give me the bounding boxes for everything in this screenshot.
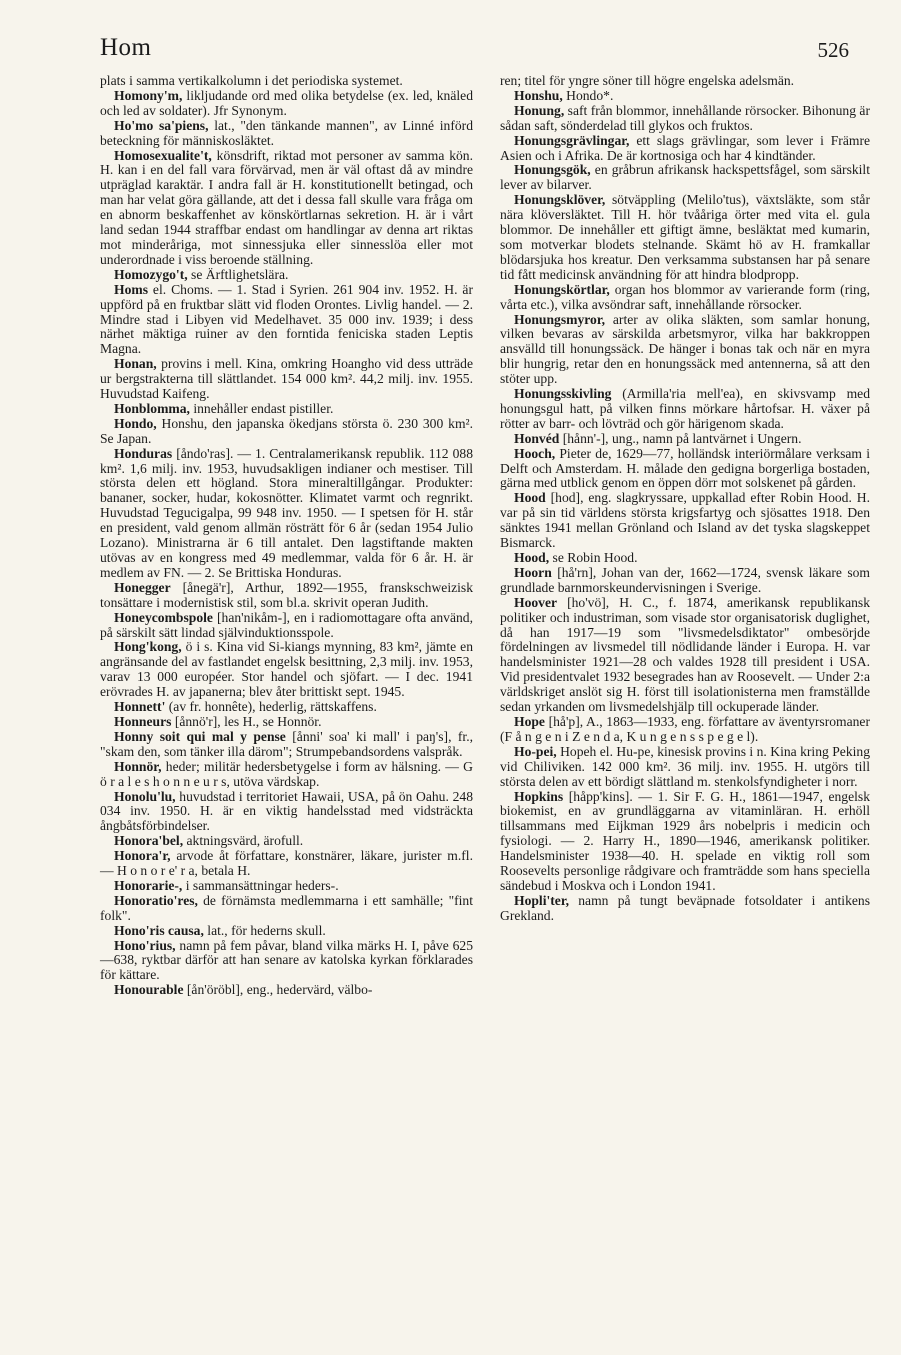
- entry-definition: [ån'öröbl], eng., hedervärd, välbo-: [183, 982, 373, 998]
- dictionary-entry: [500, 89, 870, 104]
- dictionary-entry: [100, 834, 473, 849]
- entry-term: Hono'rius,: [114, 937, 176, 953]
- dictionary-entry: [100, 447, 473, 581]
- entry-term: Hondo,: [114, 415, 157, 431]
- entry-term: Ho'mo sa'piens,: [114, 117, 209, 133]
- dictionary-entry: [500, 134, 870, 164]
- entry-definition: en gråbrun afrikansk hackspettsfågel, som särskilt lever av bilarver.: [500, 162, 870, 193]
- entry-definition: arvode åt författare, konstnärer, läkare, jurister m.fl. — H o n o r e' r a, betala H.: [100, 848, 473, 879]
- entry-term: Honung,: [514, 102, 565, 118]
- dictionary-entry: [500, 491, 870, 551]
- dictionary-entry: [100, 790, 473, 835]
- entry-definition: ett slags grävlingar, som lever i Främre Asien och i Afrika. De är kortnosiga och har 4 kindtänder.: [500, 132, 870, 163]
- entry-definition: namn på fem påvar, bland vilka märks H. I, påve 625—638, ryktbar därför att han senare av katolska kyrkan förklarades för kättare.: [100, 937, 473, 983]
- dictionary-entry: [100, 417, 473, 447]
- entry-definition: heder; militär hedersbetygelse i form av hälsning. — G ö r a l e s h o n n e u r s, utöva värdskap.: [100, 758, 473, 789]
- entry-definition: [hod], eng. slagkryssare, uppkallad efter Robin Hood. H. var på sin tid världens största krigsfartyg och sjösattes 1918. Den sänktes 1941 mellan Grönland och Island av det tyska slagskeppet Bismarck.: [500, 490, 870, 551]
- entry-term: Homosexualite't,: [114, 147, 212, 163]
- entry-term: Honnör,: [114, 758, 162, 774]
- entry-term: Honblomma,: [114, 400, 190, 416]
- entry-term: Homs: [114, 281, 148, 297]
- entry-term: Honan,: [114, 356, 157, 372]
- entry-term: Honeycombspole: [114, 609, 213, 625]
- entry-term: Honungsgök,: [514, 162, 591, 178]
- dictionary-entry: [100, 700, 473, 715]
- entry-definition: se Robin Hood.: [549, 550, 638, 565]
- entry-definition: se Ärftlighetslära.: [187, 266, 289, 282]
- dictionary-entry: [500, 894, 870, 924]
- entry-definition: [hå'rn], Johan van der, 1662—1724, svensk läkare som grundlade barnmorskeundervisningen i Sverige.: [500, 564, 870, 595]
- dictionary-entry: [500, 193, 870, 282]
- entry-term: Honungsskivling: [514, 386, 612, 402]
- dictionary-entry: [100, 357, 473, 402]
- entry-definition: [han'nikåm-], en i radiomottagare ofta använd, på särskilt sätt lindad självinduktionsspole.: [100, 609, 473, 640]
- entry-definition: likljudande ord med olika betydelse (ex. led, knäled och led av soldater). Jfr Synonym.: [100, 87, 473, 118]
- entry-term: Honvéd: [514, 430, 560, 446]
- entry-term: Honny soit qui mal y pense: [114, 728, 286, 744]
- entry-definition: aktningsvärd, ärofull.: [183, 833, 304, 849]
- dictionary-entry: [500, 163, 870, 193]
- entry-definition: [åndo'ras]. — 1. Centralamerikansk republik. 112 088 km². 1,6 milj. inv. 1953, huvudsakligen indianer och mestiser. Till största delen ett högland. Stora mineraltillgångar. Produkter: bananer, socker, hudar, kokosnötter. Klimatet varmt och regnrikt. Huvudstad Tegucigalpa, 99 948 inv. 1950. — I spetsen för H. står en president, vald genom allmän rösträtt för 6 år (sedan 1954 Julio Lozano). Ministrarna är 6 till antalet. Den lagstiftande makten utövas av en kongress med 49 medlemmar, valda för 6 år. H. är medlem av FN. — 2. Se Brittiska Honduras.: [100, 445, 473, 580]
- entry-term: Hopli'ter,: [514, 892, 570, 908]
- right-column: [500, 74, 870, 924]
- dictionary-entry: [100, 149, 473, 268]
- entry-term: Honegger: [114, 579, 171, 595]
- entry-definition: [hånn'-], ung., namn på lantvärnet i Ungern.: [559, 430, 802, 446]
- dictionary-entry: [500, 596, 870, 715]
- entry-term: Honshu,: [514, 87, 563, 103]
- entry-definition: provins i mell. Kina, omkring Hoangho vid dess utträde ur bergstrakterna till slättlandet. 154 000 km². 44,2 milj. inv. 1955. Huvudstad Kaifeng.: [100, 356, 473, 402]
- entry-definition: ren; titel för yngre söner till högre engelska adelsmän.: [500, 73, 795, 88]
- entry-term: Hope: [514, 713, 545, 729]
- dictionary-entry: [100, 730, 473, 760]
- page-number: 526: [817, 38, 849, 62]
- entry-definition: [hå'p], A., 1863—1933, eng. författare av äventyrsromaner (F å n g e n i Z e n d a, K u n g e n s s p e g e l).: [500, 713, 870, 744]
- entry-term: Honneurs: [114, 713, 172, 729]
- dictionary-entry: [500, 104, 870, 134]
- entry-definition: [ho'vö], H. C., f. 1874, amerikansk republikansk politiker och industriman, som visade stor organisatorisk duglighet, då han 1917—19 som "livsmedelsdiktator" ombesörjde fördelningen av livsmedel till nödlidande länder i Europa. H. var handelsminister 1921—28 och valdes 1928 till president i USA. Vid presidentvalet 1932 besegrades han av Roosevelt. — Under 2:a världskriget anslöt sig H. först till isolationisterna men framställde sedan yrkanden om livsmedelshjälp till ockuperade länder.: [500, 594, 870, 715]
- dictionary-entry: [500, 790, 870, 894]
- entry-definition: Honshu, den japanska ökedjans största ö. 230 300 km². Se Japan.: [100, 415, 473, 446]
- dictionary-entry: [500, 313, 870, 388]
- entry-term: Ho-pei,: [514, 743, 557, 759]
- entry-term: Hood,: [514, 550, 550, 565]
- page-header-word: Hom: [100, 34, 152, 61]
- dictionary-entry: [100, 283, 473, 358]
- entry-term: Honungsmyror,: [514, 311, 606, 327]
- entry-definition: i sammansättningar heders-.: [182, 877, 339, 893]
- entry-term: Honolu'lu,: [114, 788, 176, 804]
- dictionary-entry: [500, 387, 870, 432]
- entry-definition: Hopeh el. Hu-pe, kinesisk provins i n. Kina kring Peking vid Chiliviken. 142 000 km². 36 milj. inv. 1955. H. utgörs till största delen av ett bördigt slättland m. stenkolsfyndigheter i norr.: [500, 743, 870, 789]
- dictionary-entry: [100, 760, 473, 790]
- entry-term: Homozygo't,: [114, 266, 188, 282]
- dictionary-entry: [100, 849, 473, 879]
- entry-definition: lat., för hederns skull.: [203, 922, 326, 938]
- dictionary-entry: [100, 879, 473, 894]
- entry-term: Hoorn: [514, 564, 552, 580]
- dictionary-entry: [100, 611, 473, 641]
- dictionary-entry: [500, 447, 870, 492]
- dictionary-entry: [100, 983, 473, 998]
- entry-definition: [ånegä'r], Arthur, 1892—1955, franskschweizisk tonsättare i modernistisk stil, som bl.a. skrivit operan Judith.: [100, 579, 473, 610]
- entry-definition: sötväppling (Melilo'tus), växtsläkte, som står nära klöversläktet. Till H. hör tvååriga örter med vita el. gula blommor. De innehåller ett giftigt ämne, besläktat med kumarin, som motverkar blodets stelnande. Skämt hö av H. framkallar blödarsjuka hos kreatur. Den verksamma substansen har på senare tid fått medicinsk användning för att hindra blodpropp.: [500, 192, 870, 282]
- entry-term: Honoratio'res,: [114, 892, 198, 908]
- entry-term: Homony'm,: [114, 87, 183, 103]
- entry-definition: Hondo*.: [562, 87, 614, 103]
- left-column: [100, 74, 473, 998]
- entry-term: Honourable: [114, 982, 184, 998]
- entry-definition: organ hos blommor av varierande form (ring, vårta etc.), vilka avsöndrar saft, innehållande rörsocker.: [500, 281, 870, 312]
- entry-definition: saft från blommor, innehållande rörsocker. Bihonung är sådan saft, sönderdelad till glykos och fruktos.: [500, 102, 870, 133]
- dictionary-entry: [100, 640, 473, 700]
- entry-definition: plats i samma vertikalkolumn i det periodiska systemet.: [100, 73, 403, 88]
- dictionary-entry: [100, 119, 473, 149]
- entry-term: Hooch,: [514, 445, 556, 461]
- entry-definition: lat., "den tänkande mannen", av Linné införd beteckning för människosläktet.: [100, 117, 474, 148]
- entry-term: Honorarie-,: [114, 877, 183, 893]
- dictionary-entry: [500, 566, 870, 596]
- entry-definition: namn på tungt beväpnade fotsoldater i antikens Grekland.: [500, 892, 870, 923]
- entry-term: Hono'ris causa,: [114, 922, 204, 938]
- dictionary-entry: [100, 268, 473, 283]
- entry-term: Honora'r,: [114, 848, 171, 864]
- dictionary-entry: [500, 745, 870, 790]
- dictionary-entry: [500, 715, 870, 745]
- entry-definition: (av fr. honnête), hederlig, rättskaffens.: [165, 699, 377, 715]
- dictionary-entry: [500, 283, 870, 313]
- dictionary-entry: [100, 715, 473, 730]
- entry-term: Honungskörtlar,: [514, 281, 610, 297]
- entry-definition: huvudstad i territoriet Hawaii, USA, på ön Oahu. 248 034 inv. 1950. H. är en viktig handelsstad med vidsträckta ångbåtsförbindelser.: [100, 788, 473, 834]
- entry-term: Honnett': [114, 699, 166, 715]
- entry-term: Hoover: [514, 594, 558, 610]
- dictionary-entry: [100, 89, 473, 119]
- entry-definition: de förnämsta medlemmarna i ett samhälle; "fint folk".: [100, 892, 473, 923]
- entry-definition: el. Choms. — 1. Stad i Syrien. 261 904 inv. 1952. H. är uppförd på en fruktbar slätt vid floden Orontes. Livlig handel. — 2. Mindre stad i Libyen vid Medelhavet. 35 000 inv. 1939; i dess närhet mäktiga ruiner av den forntida feniciska staden Leptis Magna.: [100, 281, 473, 357]
- dictionary-entry: [100, 894, 473, 924]
- entry-definition: Pieter de, 1629—77, holländsk interiörmålare verksam i Delft och Amsterdam. H. målade den gedigna borgerliga bostaden, gärna med utblick genom en öppen dörr mot solskenet på gården.: [500, 445, 870, 491]
- entry-definition: [ånni' soa' ki mall' i paŋ's], fr., "skam den, som tänker illa därom"; Strumpebandsordens valspråk.: [100, 728, 473, 759]
- entry-term: Honora'bel,: [114, 833, 184, 849]
- entry-term: Hood: [514, 490, 546, 506]
- entry-term: Hopkins: [514, 788, 564, 804]
- dictionary-entry: [500, 432, 870, 447]
- dictionary-entry: [500, 551, 870, 566]
- dictionary-entry: [100, 939, 473, 984]
- dictionary-entry: [500, 74, 870, 89]
- entry-term: Honungsklöver,: [514, 192, 606, 208]
- entry-term: Hong'kong,: [114, 639, 182, 655]
- dictionary-entry: [100, 402, 473, 417]
- entry-definition: arter av olika släkten, som samlar honung, vilken bevaras av särskilda arbetsmyror, vilka har bakkroppen ansvälld till honungssäck. De hänger i bonas tak och när en myra blir hungrig, retar den en honungssäck med antennerna, så att den stöter upp.: [500, 311, 870, 387]
- entry-definition: innehåller endast pistiller.: [189, 400, 334, 416]
- dictionary-entry: [100, 581, 473, 611]
- entry-definition: könsdrift, riktad mot personer av samma kön. H. kan i en del fall vara förvärvad, men är väl oftast då av mindre utpräglad karaktär. I andra fall är H. konstitutionellt betingad, och man har velat göra gällande, att det i dessa fall skulle vara fråga om en abnorm beskaffenhet av könskörtlarnas sekretion. H. är i vårt land sedan 1944 straffbar endast om handlingar av denna art riktas mot minderåriga, mot sinnessjuka eller sinnesslöa eller mot underordnade i viss beroende ställning.: [100, 147, 473, 267]
- dictionary-entry: [100, 924, 473, 939]
- entry-definition: [ånnö'r], les H., se Honnör.: [171, 713, 322, 729]
- entry-term: Honduras: [114, 445, 173, 461]
- entry-definition: ö i s. Kina vid Si-kiangs mynning, 83 km², jämte en angränsande del av fastlandet engelsk besittning, 2,3 milj. inv. 1953, varav 13 000 européer. Stor handel och sjöfart. — I dec. 1941 erövrades H. av japanerna; blev åter brittiskt sept. 1945.: [100, 639, 473, 700]
- dictionary-entry: [100, 74, 473, 89]
- entry-term: Honungsgrävlingar,: [514, 132, 630, 148]
- entry-definition: (Armilla'ria mell'ea), en skivsvamp med honungsgul hatt, på vilken finns mörkare hårtofsar. H. växer på rötter av barr- och lövträd och gör härigenom skada.: [500, 386, 870, 431]
- entry-definition: [håpp'kins]. — 1. Sir F. G. H., 1861—1947, engelsk biokemist, en av grundläggarna av vitaminläran. H. erhöll tillsammans med Eijkman 1929 års nobelpris i medicin och fysiologi. — 2. Harry H., 1890—1946, amerikansk politiker. Handelsminister 1938—40. H. spelade en viktig roll som Roosevelts personlige rådgivare och framträdde som hans speciella sändebud i Moskva och i London 1941.: [500, 788, 870, 893]
